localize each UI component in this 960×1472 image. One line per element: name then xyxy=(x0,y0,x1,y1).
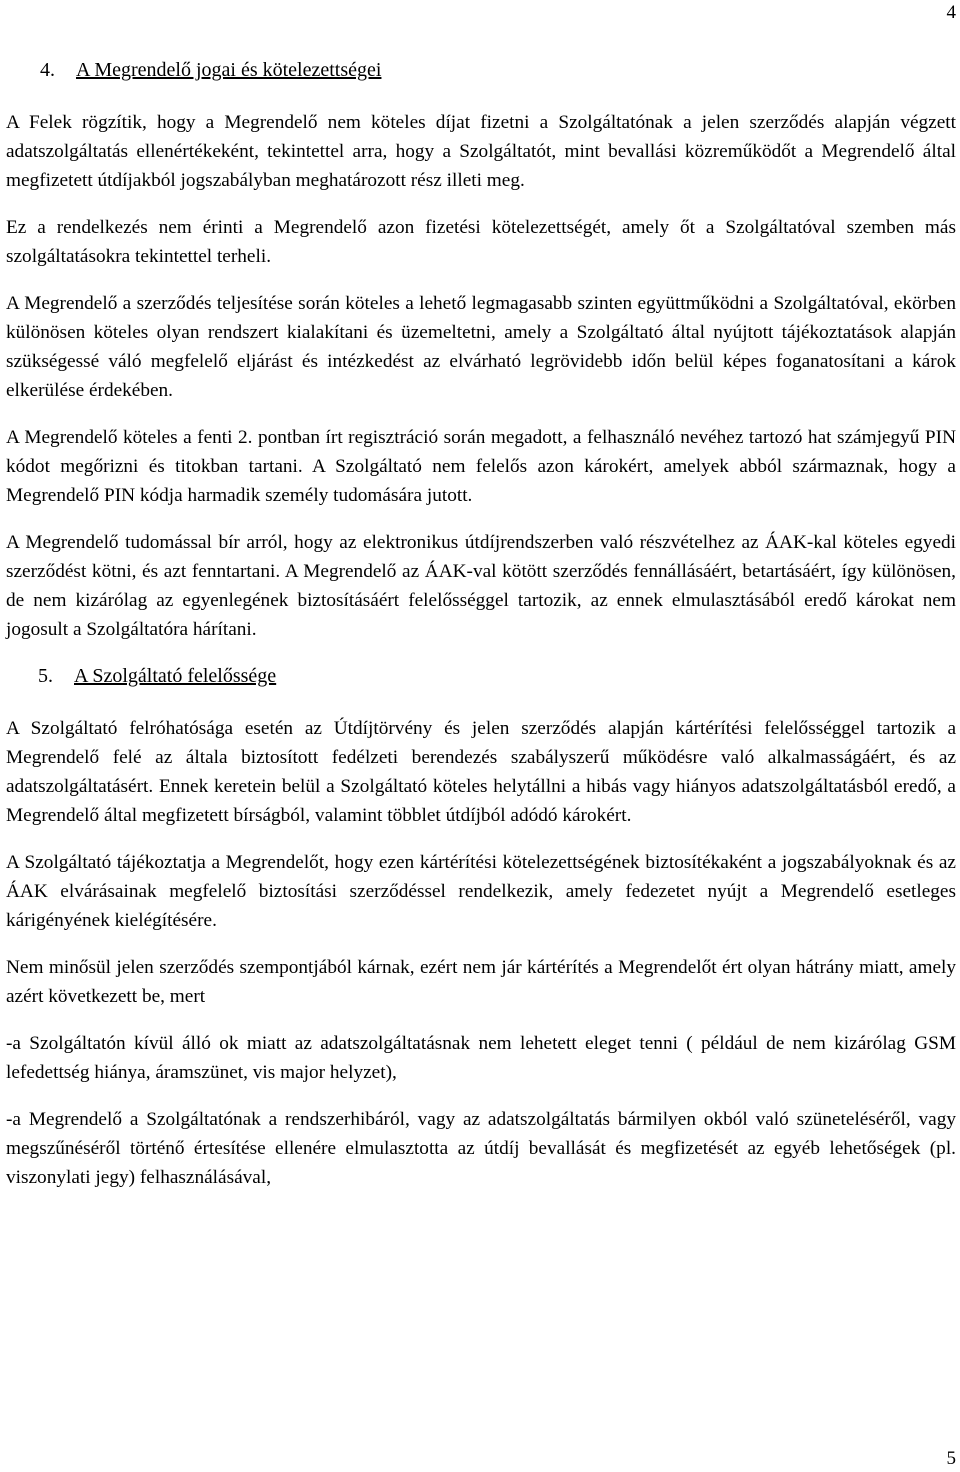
section-5-paragraph: A Szolgáltató tájékoztatja a Megrendelőt, hogy ezen kártérítési kötelezettségének biztosítékaként a jogszabályoknak és az ÁAK elvárásainak megfelelő biztosítási szerződéssel rendelkezik, amely fedezetet nyújt a Megrendelő esetleges kárigényének kielégítésére. xyxy=(6,852,956,931)
section-5-paragraph: -a Szolgáltatón kívül álló ok miatt az adatszolgáltatásnak nem lehetett eleget tenni ( például de nem kizárólag GSM lefedettség hiánya, áramszünet, vis major helyzet), xyxy=(6,1033,956,1083)
section-5-heading xyxy=(6,662,956,690)
section-5-paragraph: A Szolgáltató felróhatósága esetén az Útdíjtörvény és jelen szerződés alapján kártérítési felelősséggel tartozik a Megrendelő felé az általa biztosított fedélzeti berendezés szabályszerű működésre való alkalmasságáért, és az adatszolgáltatásért. Ennek keretein belül a Szolgáltató köteles helytállni a hibás vagy hiányos adatszolgáltatásból eredő, a Megrendelő által megfizetett bírságból, valamint többlet útdíjból adódó károkért. xyxy=(6,718,956,826)
section-4-paragraph: A Felek rögzítik, hogy a Megrendelő nem köteles díjat fizetni a Szolgáltatónak a jelen szerződés alapján végzett adatszolgáltatás ellenértékeként, tekintettel arra, hogy a Szolgáltatót, mint bevallási közreműködőt a Megrendelő által megfizetett útdíjakból jogszabályban meghatározott rész illeti meg. xyxy=(6,112,956,191)
section-4-number: 4. xyxy=(40,59,55,81)
section-4-paragraph: Ez a rendelkezés nem érinti a Megrendelő azon fizetési kötelezettségét, amely őt a Szolgáltatóval szemben más szolgáltatásokra tekintettel terheli. xyxy=(6,217,956,267)
section-5-title: A Szolgáltató felelőssége xyxy=(74,665,277,687)
section-5-paragraph: -a Megrendelő a Szolgáltatónak a rendszerhibáról, vagy az adatszolgáltatás bármilyen okból való szüneteléséről, vagy megszűnéséről történő értesítése ellenére elmulasztotta az útdíj bevallását és megfizetését az egyéb lehetőségek (pl. viszonylati jegy) felhasználásával, xyxy=(6,1109,956,1188)
section-4-paragraph: A Megrendelő a szerződés teljesítése során köteles a lehető legmagasabb szinten együttműködni a Szolgáltatóval, ekörben különösen köteles olyan rendszert kialakítani és üzemeltetni, amely a Szolgáltató által nyújtott tájékoztatások alapján szükségessé váló megfelelő eljárást és intézkedést az elvárható legrövidebb időn belül képes foganatosítani a károk elkerülése érdekében. xyxy=(6,293,956,401)
section-4-heading xyxy=(6,56,956,84)
section-4-paragraph: A Megrendelő tudomással bír arról, hogy az elektronikus útdíjrendszerben való részvételhez az ÁAK-kal köteles egyedi szerződést kötni, és azt fenntartani. A Megrendelő az ÁAK-val kötött szerződés fennállásáért, betartásáért, így különösen, de nem kizárólag az egyenlegének biztosításáért felelősséggel tartozik, az ennek elmulasztásából eredő károkat nem jogosult a Szolgáltatóra hárítani. xyxy=(6,532,956,640)
section-5-paragraph: Nem minősül jelen szerződés szempontjából kárnak, ezért nem jár kártérítés a Megrendelőt ért olyan hátrány miatt, amely azért következett be, mert xyxy=(6,957,956,1007)
section-4-paragraph: A Megrendelő köteles a fenti 2. pontban írt regisztráció során megadott, a felhasználó nevéhez tartozó hat számjegyű PIN kódot megőrizni és titokban tartani. A Szolgáltató nem felelős azon károkért, amelyek abból származnak, hogy a Megrendelő PIN kódja harmadik személy tudomására jutott. xyxy=(6,427,956,506)
section-5-number: 5. xyxy=(38,665,53,687)
section-4-title: A Megrendelő jogai és kötelezettségei xyxy=(76,59,382,81)
page-number-top: 4 xyxy=(946,2,956,23)
document-body xyxy=(6,56,956,1210)
page-number-bottom: 5 xyxy=(946,1448,956,1469)
